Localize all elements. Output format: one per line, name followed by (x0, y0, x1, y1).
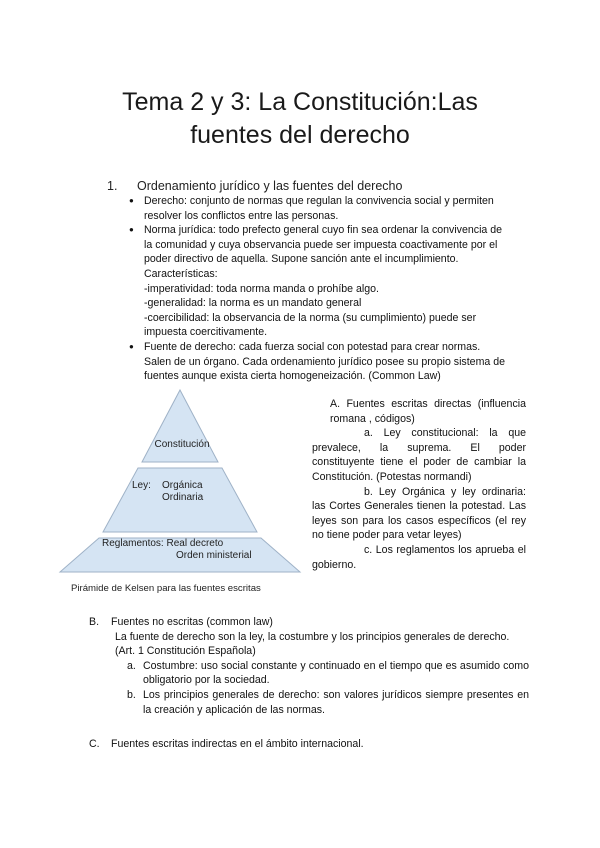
pyramid-middle-line-2: Ordinaria (162, 492, 204, 503)
section-b-item-a (89, 659, 529, 688)
item-text: Los principios generales de derecho: son valores jurídicos siempre presentes en la creación y aplicación de las normas. (143, 688, 529, 716)
section-1-bullets (129, 194, 526, 384)
bullet-line: impuesta coercitivamente. (144, 326, 268, 339)
section-b-heading-text: Fuentes no escritas (common law) (111, 616, 273, 628)
pyramid-middle-line-1: Orgánica (162, 480, 203, 491)
bullet-line: fuentes aunque exista cierta homogeneización. (Common Law) (144, 370, 441, 383)
bullet-line: ● Norma jurídica: todo prefecto general cuyo fin sea ordenar la convivencia de (144, 224, 503, 237)
title-line-1: Tema 2 y 3: La Constitución:Las (122, 88, 478, 116)
section-b-heading (89, 615, 529, 630)
bullet-line: resolver los conflictos entre las personas. (144, 209, 339, 222)
section-a-item-b: b. Ley Orgánica y ley ordinaria: las Cortes Generales tienen la potestad. Las leyes son para los casos específicos (el rey no tiene poder para vetar leyes) (312, 485, 526, 542)
section-a-item-a: a. Ley constitucional: la que prevalece, la suprema. El poder constituyente tiene el poder de cambiar la Constitución. (Potestas normandi) (312, 427, 526, 483)
kelsen-pyramid (58, 388, 302, 574)
section-c (89, 737, 364, 752)
section-heading-text: Ordenamiento jurídico y las fuentes del derecho (137, 179, 403, 193)
bullet-line: poder directivo de aquella. Supone sanción ante el incumplimiento. (144, 253, 459, 266)
section-number: 1. (107, 179, 118, 193)
section-a-heading: A. Fuentes escritas directas (influencia romana , códigos) (330, 398, 526, 425)
section-b-body-1: La fuente de derecho son la ley, la costumbre y los principios generales de derecho. (115, 630, 510, 643)
bullet-line: -coercibilidad: la observancia de la norma (su cumplimiento) puede ser (144, 311, 477, 324)
item-label: a. (127, 659, 136, 672)
section-b-item-b (89, 688, 529, 717)
bullet-line: ● Fuente de derecho: cada fuerza social con potestad para crear normas. (144, 340, 481, 353)
pyramid-top-label: Constitución (154, 439, 210, 450)
item-text: Costumbre: uso social constante y continuado en el tiempo que es asumido como obligatorio por la sociedad. (143, 659, 529, 687)
section-c-label: C. (89, 738, 100, 750)
section-b-body-2: (Art. 1 Constitución Española) (115, 645, 256, 658)
section-b-label: B. (89, 616, 100, 628)
pyramid-tier-top (142, 390, 218, 462)
title-line-2: fuentes del derecho (190, 121, 410, 149)
section-a-item-c: c. Los reglamentos los aprueba el gobierno. (312, 543, 526, 571)
page-title (60, 86, 540, 152)
pyramid-middle-label: Ley: (132, 480, 151, 491)
bullet-fuente-derecho (129, 340, 526, 384)
bullet-line: ● Derecho: conjunto de normas que regulan la convivencia social y permiten (144, 195, 494, 207)
section-b (89, 615, 529, 717)
bullet-line: -generalidad: la norma es un mandato general (144, 297, 362, 310)
section-a (312, 397, 526, 572)
bullet-line: Características: (144, 267, 218, 280)
bullet-line: -imperatividad: toda norma manda o prohíbe algo. (144, 282, 379, 295)
pyramid-bottom-line-1: Reglamentos: Real decreto (102, 538, 224, 549)
section-c-heading: Fuentes escritas indirectas en el ámbito internacional. (111, 738, 364, 750)
item-label: b. (127, 688, 136, 701)
bullet-line: Salen de un órgano. Cada ordenamiento jurídico posee su propio sistema de (144, 355, 506, 368)
bullet-norma-juridica (129, 223, 526, 340)
pyramid-bottom-line-2: Orden ministerial (176, 550, 252, 561)
pyramid-caption: Pirámide de Kelsen para las fuentes escritas (71, 583, 261, 594)
pyramid-graphic (58, 388, 302, 574)
bullet-line: la comunidad y cuya observancia puede ser impuesta coactivamente por el (144, 238, 498, 251)
bullet-derecho (129, 194, 526, 223)
